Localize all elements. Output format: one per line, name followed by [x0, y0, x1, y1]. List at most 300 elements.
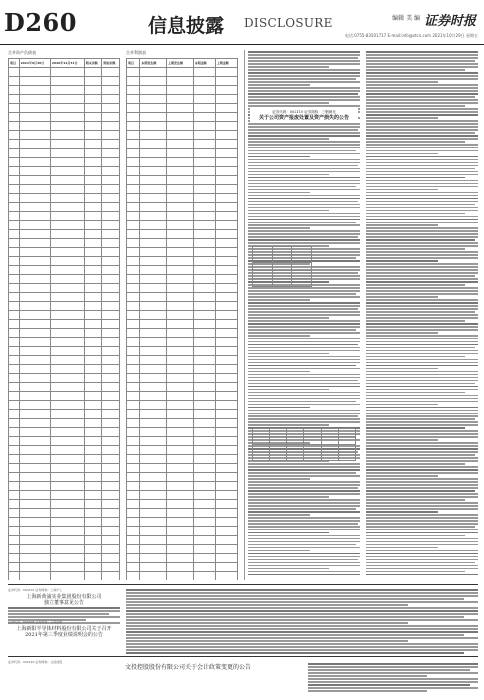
text-line [126, 640, 408, 642]
mini-table-cell [304, 453, 321, 461]
text-line [248, 102, 329, 104]
table-cell [50, 284, 84, 293]
mini-table-cell [253, 279, 273, 287]
table-cell [166, 464, 193, 473]
mini-table-cell [253, 437, 270, 445]
table-row [127, 446, 238, 455]
text-line [248, 320, 360, 322]
table-cell [193, 500, 215, 509]
text-line [248, 227, 310, 229]
table-cell [84, 509, 102, 518]
table-cell [9, 104, 20, 113]
table-cell [50, 509, 84, 518]
table-cell [193, 194, 215, 203]
table-cell [140, 140, 167, 149]
text-line [366, 460, 478, 462]
text-line [366, 78, 478, 80]
table-header-cell: 本期金额 [193, 59, 215, 68]
table-cell [102, 140, 120, 149]
table-cell [140, 491, 167, 500]
text-line [366, 395, 478, 397]
text-line [366, 541, 478, 543]
table-cell [102, 365, 120, 374]
table-cell [50, 401, 84, 410]
table-cell [193, 302, 215, 311]
text-line [366, 469, 478, 471]
text-line [366, 413, 478, 415]
text-line [248, 571, 360, 573]
table-header-cell: 项目 [127, 59, 140, 68]
text-line [366, 317, 478, 319]
table-cell [50, 464, 84, 473]
table-cell [215, 86, 237, 95]
table-cell [166, 320, 193, 329]
table-cell [127, 572, 140, 581]
table-cell [102, 446, 120, 455]
table-cell [84, 104, 102, 113]
table-cell [84, 473, 102, 482]
text-line [248, 96, 360, 98]
table-cell [127, 419, 140, 428]
mini-table-row [253, 255, 312, 263]
notice-headline: 关于公司资产报废处置及资产损失的公告 [258, 115, 349, 121]
text-line [248, 84, 310, 86]
table-cell [19, 419, 50, 428]
text-line [248, 156, 310, 158]
table-cell [19, 185, 50, 194]
table-cell [19, 527, 50, 536]
text-line [366, 269, 478, 271]
table-cell [193, 374, 215, 383]
mini-table-cell [287, 453, 304, 461]
text-line [366, 454, 475, 456]
table-cell [9, 329, 20, 338]
text-line [248, 523, 358, 525]
text-line [366, 517, 478, 519]
text-line [248, 201, 358, 203]
table-cell [215, 536, 237, 545]
table-cell [50, 266, 84, 275]
table-header-cell: 本期发生额 [140, 59, 167, 68]
table-cell [84, 572, 102, 581]
table-row [9, 311, 120, 320]
table-row [127, 356, 238, 365]
mini-table-cell [338, 437, 355, 445]
mini-table-row [253, 271, 312, 279]
table-cell [102, 428, 120, 437]
text-line [248, 230, 360, 232]
table-cell [140, 410, 167, 419]
table-cell [140, 176, 167, 185]
table-cell [166, 437, 193, 446]
table-cell [9, 527, 20, 536]
text-line [366, 493, 478, 495]
table-row [127, 275, 238, 284]
table-cell [9, 194, 20, 203]
table-cell [102, 401, 120, 410]
table-cell [193, 536, 215, 545]
text-line [366, 63, 478, 65]
mini-table-cell [321, 429, 338, 437]
text-line [366, 574, 478, 576]
table-cell [84, 212, 102, 221]
table-cell [166, 77, 193, 86]
text-line [366, 299, 478, 301]
table-cell [9, 68, 20, 77]
table-cell [127, 518, 140, 527]
table-cell [84, 329, 102, 338]
text-line [248, 520, 360, 522]
text-line [248, 413, 360, 415]
text-line [366, 201, 478, 203]
table-row [9, 149, 120, 158]
table-cell [166, 383, 193, 392]
table-cell [19, 572, 50, 581]
table-cell [193, 338, 215, 347]
table-row [9, 230, 120, 239]
table-cell [84, 176, 102, 185]
text-line [366, 415, 478, 417]
text-line [366, 404, 438, 406]
text-line [248, 341, 360, 343]
table-cell [140, 473, 167, 482]
table-row [9, 446, 120, 455]
table-cell [102, 455, 120, 464]
table-cell [19, 338, 50, 347]
table-cell [102, 185, 120, 194]
table-cell [193, 554, 215, 563]
table-row [127, 464, 238, 473]
table-cell [102, 347, 120, 356]
table-cell [140, 455, 167, 464]
text-line [308, 687, 478, 689]
table-cell [9, 545, 20, 554]
table-row [127, 374, 238, 383]
table-cell [9, 500, 20, 509]
table-cell [19, 86, 50, 95]
text-line [366, 260, 438, 262]
table-row [127, 572, 238, 581]
text-line [366, 386, 478, 388]
table-cell [166, 131, 193, 140]
table-cell [166, 347, 193, 356]
text-line [248, 60, 360, 62]
text-line [248, 415, 358, 417]
table-cell [193, 329, 215, 338]
text-line [366, 562, 475, 564]
table-cell [140, 95, 167, 104]
section-divider [8, 584, 478, 585]
text-line [248, 568, 329, 570]
text-line [366, 484, 478, 486]
text-line [8, 610, 120, 612]
table-cell [166, 140, 193, 149]
bottom-notice-3 [8, 660, 478, 696]
mini-table-cell [321, 437, 338, 445]
table-cell [84, 77, 102, 86]
table-cell [215, 77, 237, 86]
table-cell [84, 482, 102, 491]
table-cell [127, 338, 140, 347]
text-line [126, 616, 464, 618]
table-cell [102, 536, 120, 545]
table-cell [9, 257, 20, 266]
table-row [9, 86, 120, 95]
table-cell [166, 473, 193, 482]
table-cell [9, 410, 20, 419]
text-line [366, 556, 478, 558]
table-cell [140, 536, 167, 545]
table-cell [166, 491, 193, 500]
table-cell [50, 563, 84, 572]
table-cell [215, 275, 237, 284]
text-line [366, 72, 478, 74]
masthead-info: 电话:0755-83501717 E-mail:info@stcn.com 2021年10月29日 星期五 [344, 33, 478, 38]
table-cell [50, 167, 84, 176]
table-cell [215, 185, 237, 194]
table-row [127, 248, 238, 257]
text-line [366, 54, 478, 56]
table-cell [193, 122, 215, 131]
table-row [9, 392, 120, 401]
table-cell [19, 194, 50, 203]
text-line [366, 430, 478, 432]
text-line [366, 245, 478, 247]
text-line [308, 681, 478, 683]
text-line [248, 529, 360, 531]
table-cell [215, 500, 237, 509]
table-cell [140, 464, 167, 473]
text-line [248, 469, 360, 471]
text-line [248, 314, 360, 316]
table-cell [140, 365, 167, 374]
text-line [366, 207, 478, 209]
table-cell [140, 401, 167, 410]
table-cell [193, 356, 215, 365]
text-line [248, 216, 360, 218]
table-row [127, 194, 238, 203]
text-line [248, 353, 329, 355]
text-line [366, 141, 465, 143]
table-cell [50, 347, 84, 356]
table-cell [84, 500, 102, 509]
table-cell [102, 230, 120, 239]
text-line [366, 487, 478, 489]
table-cell [193, 473, 215, 482]
table-row [127, 365, 238, 374]
table-cell [127, 248, 140, 257]
table-cell [127, 284, 140, 293]
text-line [248, 69, 360, 71]
table-cell [127, 158, 140, 167]
table-row [127, 293, 238, 302]
text-line [248, 242, 360, 244]
table-cell [9, 248, 20, 257]
text-line [248, 159, 360, 161]
table-cell [127, 356, 140, 365]
table-row [9, 257, 120, 266]
table-cell [50, 311, 84, 320]
table-cell [127, 149, 140, 158]
table-cell [19, 284, 50, 293]
table-cell [84, 446, 102, 455]
table-cell [19, 455, 50, 464]
text-line [248, 183, 360, 185]
mini-table-cell [338, 429, 355, 437]
table-cell [102, 356, 120, 365]
table-cell [127, 131, 140, 140]
text-line [248, 302, 360, 304]
text-line [248, 224, 360, 226]
table-cell [102, 293, 120, 302]
table-cell [50, 239, 84, 248]
table-cell [84, 347, 102, 356]
table-cell [84, 374, 102, 383]
table-cell [19, 221, 50, 230]
table-cell [19, 392, 50, 401]
table-row [127, 113, 238, 122]
table-cell [215, 221, 237, 230]
table-row [9, 464, 120, 473]
table-header-cell: 期末余额 [84, 59, 102, 68]
text-line [248, 365, 356, 367]
text-line [366, 174, 478, 176]
table-row [9, 68, 120, 77]
text-line [248, 368, 360, 370]
text-line [248, 550, 310, 552]
table-row [127, 122, 238, 131]
text-line [366, 526, 475, 528]
table-cell [9, 113, 20, 122]
table-cell [140, 419, 167, 428]
table-cell [166, 149, 193, 158]
table-cell [50, 176, 84, 185]
table-cell [215, 401, 237, 410]
income-statement-table [126, 58, 238, 580]
table-cell [127, 86, 140, 95]
table-cell [19, 518, 50, 527]
table-cell [140, 212, 167, 221]
text-line [366, 275, 475, 277]
text-line [366, 165, 478, 167]
table-cell [127, 257, 140, 266]
text-line [248, 162, 360, 164]
table-cell [127, 446, 140, 455]
table-cell [127, 482, 140, 491]
text-line [366, 222, 478, 224]
table-cell [84, 410, 102, 419]
text-line [248, 347, 360, 349]
table-cell [193, 221, 215, 230]
table-cell [140, 554, 167, 563]
text-line [248, 165, 358, 167]
table-cell [127, 230, 140, 239]
table-row [127, 329, 238, 338]
text-line [248, 508, 356, 510]
table-cell [140, 437, 167, 446]
text-line [308, 669, 470, 671]
table-row [127, 140, 238, 149]
table-cell [127, 113, 140, 122]
text-line [366, 314, 478, 316]
mini-table-cell [292, 263, 312, 271]
table-row [9, 320, 120, 329]
table-cell [102, 518, 120, 527]
table-cell [84, 86, 102, 95]
table-cell [140, 374, 167, 383]
table-cell [215, 410, 237, 419]
table-cell [166, 176, 193, 185]
table-cell [19, 500, 50, 509]
table-cell [9, 572, 20, 581]
text-line [308, 678, 478, 680]
table-cell [102, 329, 120, 338]
text-line [366, 66, 478, 68]
text-line [366, 550, 478, 552]
table-row [9, 77, 120, 86]
text-line [248, 526, 360, 528]
text-line [248, 553, 360, 555]
table-cell [102, 419, 120, 428]
table-cell [127, 311, 140, 320]
text-line [366, 466, 478, 468]
table-cell [102, 212, 120, 221]
table-cell [19, 248, 50, 257]
table-cell [166, 518, 193, 527]
table-row [127, 383, 238, 392]
table-cell [50, 338, 84, 347]
table-cell [19, 149, 50, 158]
text-line [248, 153, 360, 155]
text-line [366, 180, 478, 182]
table-cell [9, 365, 20, 374]
table-cell [19, 320, 50, 329]
table-cell [166, 338, 193, 347]
table-cell [84, 563, 102, 572]
table-cell [84, 536, 102, 545]
table-cell [84, 167, 102, 176]
text-line [366, 508, 478, 510]
table-cell [140, 527, 167, 536]
text-line [248, 418, 360, 420]
text-line [248, 562, 360, 564]
table-cell [84, 554, 102, 563]
table-cell [84, 194, 102, 203]
table-cell [102, 473, 120, 482]
table-header-cell: 2020年12月31日 [50, 59, 84, 68]
text-line [248, 574, 360, 576]
text-line [366, 147, 478, 149]
table-cell [215, 554, 237, 563]
text-line [366, 162, 478, 164]
text-line [366, 389, 478, 391]
text-line [126, 595, 478, 597]
table-cell [140, 221, 167, 230]
table-cell [50, 149, 84, 158]
text-line [366, 108, 478, 110]
text-line [366, 490, 475, 492]
newspaper-logo: 证券时报 [423, 14, 476, 29]
text-line [248, 371, 310, 373]
left-table-caption: 合并资产负债表 [8, 50, 36, 55]
table-row [127, 158, 238, 167]
table-cell [140, 104, 167, 113]
bottom-notice-3-title: 文投控股股份有限公司关于会计政策变更的公告 [124, 664, 251, 671]
text-line [366, 344, 478, 346]
table-cell [166, 572, 193, 581]
text-line [248, 123, 360, 125]
table-cell [215, 464, 237, 473]
